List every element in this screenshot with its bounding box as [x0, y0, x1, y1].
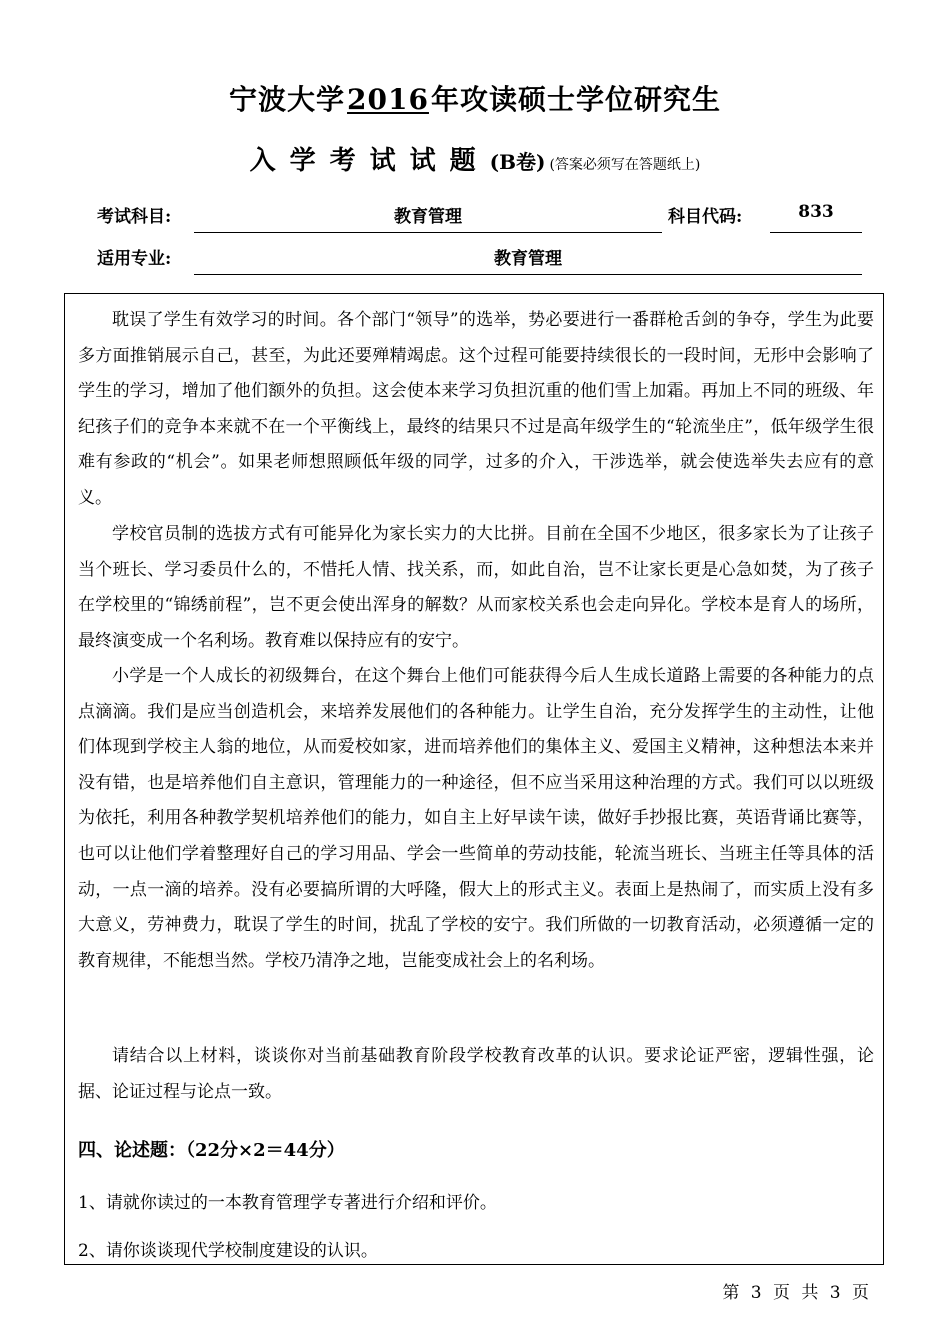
code-label: 科目代码: [668, 207, 743, 227]
answer-note: (答案必须写在答题纸上) [549, 157, 701, 173]
essay-question-1: 1、请就你读过的一本教育管理学专著进行介绍和评价。 [78, 1193, 497, 1213]
page-number: 第 3 页 共 3 页 [722, 1283, 872, 1303]
title-suffix: 年攻读硕士学位研究生 [430, 83, 721, 116]
subject-underline [194, 232, 662, 233]
code-value: 833 [798, 202, 834, 222]
subject-value: 教育管理 [394, 207, 462, 227]
major-underline [194, 274, 862, 275]
section-title: 四、论述题：（22分×2＝44分） [78, 1140, 345, 1161]
title-prefix: 宁波大学 [229, 83, 346, 116]
exam-title [0, 78, 950, 118]
subtitle-main: 入学考试试题 [249, 146, 490, 176]
major-label: 适用专业: [97, 249, 172, 269]
question-prompt: 请结合以上材料，谈谈你对当前基础教育阶段学校教育改革的认识。要求论证严密，逻辑性强，论据、论证过程与论点一致。 [78, 1046, 874, 1102]
exam-year: 2016 [347, 83, 429, 116]
subject-label: 考试科目: [97, 207, 172, 227]
exam-subtitle [0, 140, 950, 177]
material-paragraph-2: 学校官员制的选拔方式有可能异化为家长实力的大比拼。目前在全国不少地区，很多家长为了让孩子当个班长、学习委员什么的，不惜托人情、找关系，而，如此自治，岂不让家长更是心急如焚，为了孩子在学校里的“锦绣前程”，岂不更会使出浑身的解数？从而家校关系也会走向异化。学校本是育人的场所，最终演变成一个名利场。教育难以保持应有的安宁。 [78, 524, 874, 651]
major-value: 教育管理 [494, 249, 562, 269]
essay-question-2: 2、请你谈谈现代学校制度建设的认识。 [78, 1241, 378, 1261]
code-underline [770, 232, 862, 233]
paper-volume: (B卷) [489, 150, 546, 174]
material-paragraph-1: 耽误了学生有效学习的时间。各个部门“领导”的选举，势必要进行一番群枪舌剑的争夺，学生为此要多方面推销展示自己，甚至，为此还要殚精竭虑。这个过程可能要持续很长的一段时间，无形中会影响了学生的学习，增加了他们额外的负担。这会使本来学习负担沉重的他们雪上加霜。再加上不同的班级、年纪孩子们的竞争本来就不在一个平衡线上，最终的结果只不过是高年级学生的“轮流坐庄”，低年级学生很难有参政的“机会”。如果老师想照顾低年级的同学，过多的介入，干涉选举，就会使选举失去应有的意义。 [78, 310, 874, 508]
material-paragraph-3: 小学是一个人成长的初级舞台，在这个舞台上他们可能获得今后人生成长道路上需要的各种能力的点点滴滴。我们是应当创造机会，来培养发展他们的各种能力。让学生自治，充分发挥学生的主动性，让他们体现到学校主人翁的地位，从而爱校如家，进而培养他们的集体主义、爱国主义精神，这种想法本来并没有错，也是培养他们自主意识，管理能力的一种途径，但不应当采用这种治理的方式。我们可以以班级为依托，利用各种教学契机培养他们的能力，如自主上好早读午读，做好手抄报比赛，英语背诵比赛等，也可以让他们学着整理好自己的学习用品、学会一些简单的劳动技能，轮流当班长、当班主任等具体的活动，一点一滴的培养。没有必要搞所谓的大呼隆，假大上的形式主义。表面上是热闹了，而实质上没有多大意义，劳神费力，耽误了学生的时间，扰乱了学校的安宁。我们所做的一切教育活动，必须遵循一定的教育规律，不能想当然。学校乃清净之地，岂能变成社会上的名利场。 [78, 666, 874, 971]
